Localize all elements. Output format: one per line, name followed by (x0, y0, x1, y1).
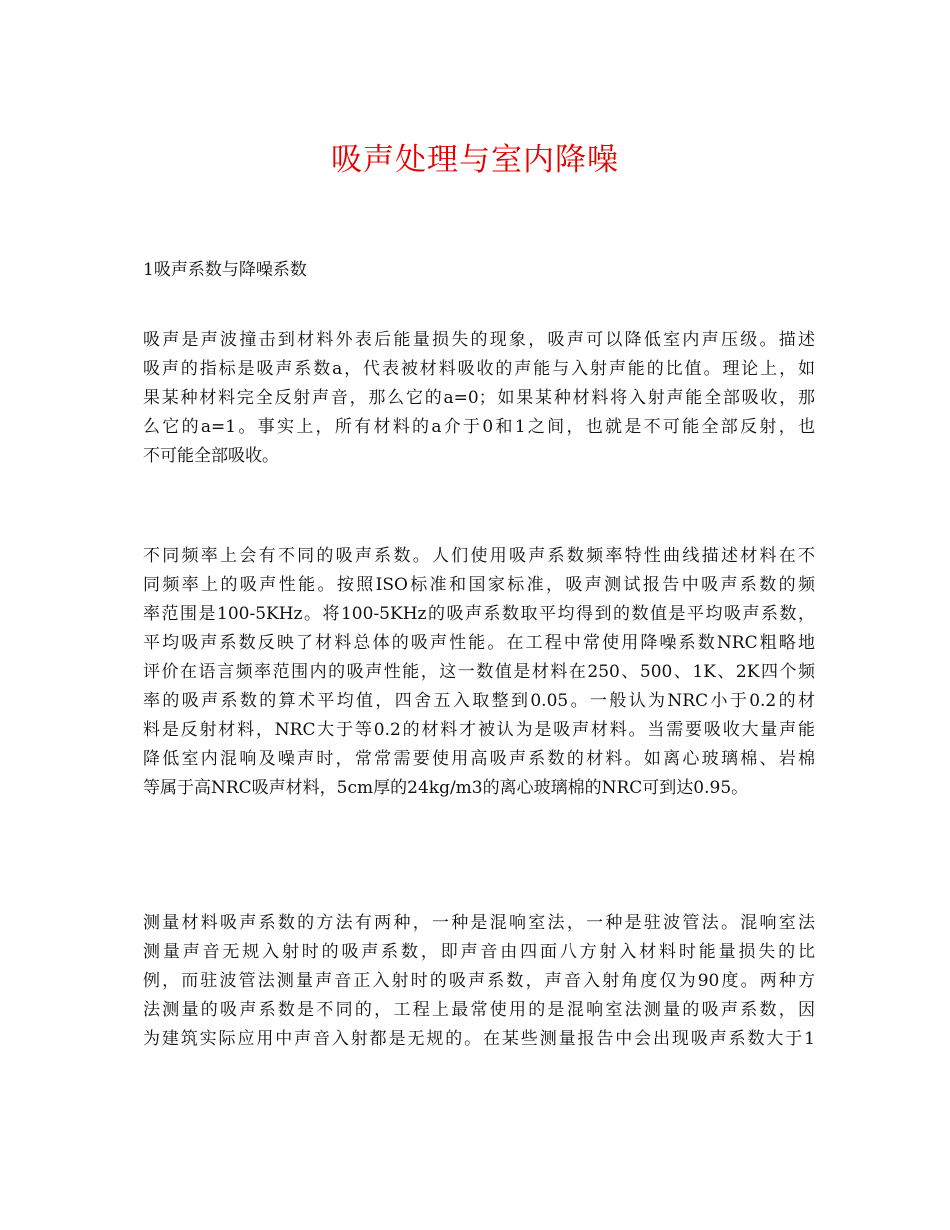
paragraph-line: 法测量的吸声系数是不同的，工程上最常使用的是混响室法测量的吸声系数，因 (143, 1000, 815, 1020)
paragraph-line: 测量声音无规入射时的吸声系数，即声音由四面八方射入材料时能量损失的比 (143, 942, 815, 962)
paragraph-line: 等属于高NRC吸声材料，5cm厚的24kg/m3的离心玻璃棉的NRC可到达0.95。 (143, 778, 749, 798)
paragraph-line: 率的吸声系数的算术平均值，四舍五入取整到0.05。一般认为NRC小于0.2的材 (143, 691, 815, 711)
paragraph-line: 吸声是声波撞击到材料外表后能量损失的现象，吸声可以降低室内声压级。描述 (143, 330, 815, 350)
paragraph-line: 不同频率上会有不同的吸声系数。人们使用吸声系数频率特性曲线描述材料在不 (143, 546, 815, 566)
section-heading: 1吸声系数与降噪系数 (143, 260, 307, 280)
paragraph-line: 果某种材料完全反射声音，那么它的a=0；如果某种材料将入射声能全部吸收，那 (143, 388, 815, 408)
paragraph-line: 么它的a=1。事实上，所有材料的a介于0和1之间，也就是不可能全部反射，也 (143, 417, 815, 437)
paragraph-3 (143, 909, 815, 1054)
paragraph-line: 同频率上的吸声性能。按照ISO标准和国家标准，吸声测试报告中吸声系数的频 (143, 575, 815, 595)
paragraph-line: 评价在语言频率范围内的吸声性能，这一数值是材料在250、500、1K、2K四个频 (143, 662, 815, 682)
paragraph-line: 降低室内混响及噪声时，常常需要使用高吸声系数的材料。如离心玻璃棉、岩棉 (143, 749, 815, 769)
paragraph-line: 平均吸声系数反映了材料总体的吸声性能。在工程中常使用降噪系数NRC粗略地 (143, 633, 815, 653)
paragraph-line: 例，而驻波管法测量声音正入射时的吸声系数，声音入射角度仅为90度。两种方 (143, 971, 815, 991)
paragraph-line: 不可能全部吸收。 (143, 446, 279, 466)
paragraph-1 (143, 326, 815, 471)
paragraph-line: 料是反射材料，NRC大于等0.2的材料才被认为是吸声材料。当需要吸收大量声能 (143, 720, 815, 740)
page-title: 吸声处理与室内降噪 (331, 142, 619, 178)
paragraph-line: 为建筑实际应用中声音入射都是无规的。在某些测量报告中会出现吸声系数大于1 (143, 1029, 815, 1049)
paragraph-2 (143, 542, 815, 803)
paragraph-line: 吸声的指标是吸声系数a，代表被材料吸收的声能与入射声能的比值。理论上，如 (143, 359, 815, 379)
paragraph-line: 测量材料吸声系数的方法有两种，一种是混响室法，一种是驻波管法。混响室法 (143, 913, 815, 933)
paragraph-line: 率范围是100-5KHz。将100-5KHz的吸声系数取平均得到的数值是平均吸声系数， (143, 604, 815, 624)
